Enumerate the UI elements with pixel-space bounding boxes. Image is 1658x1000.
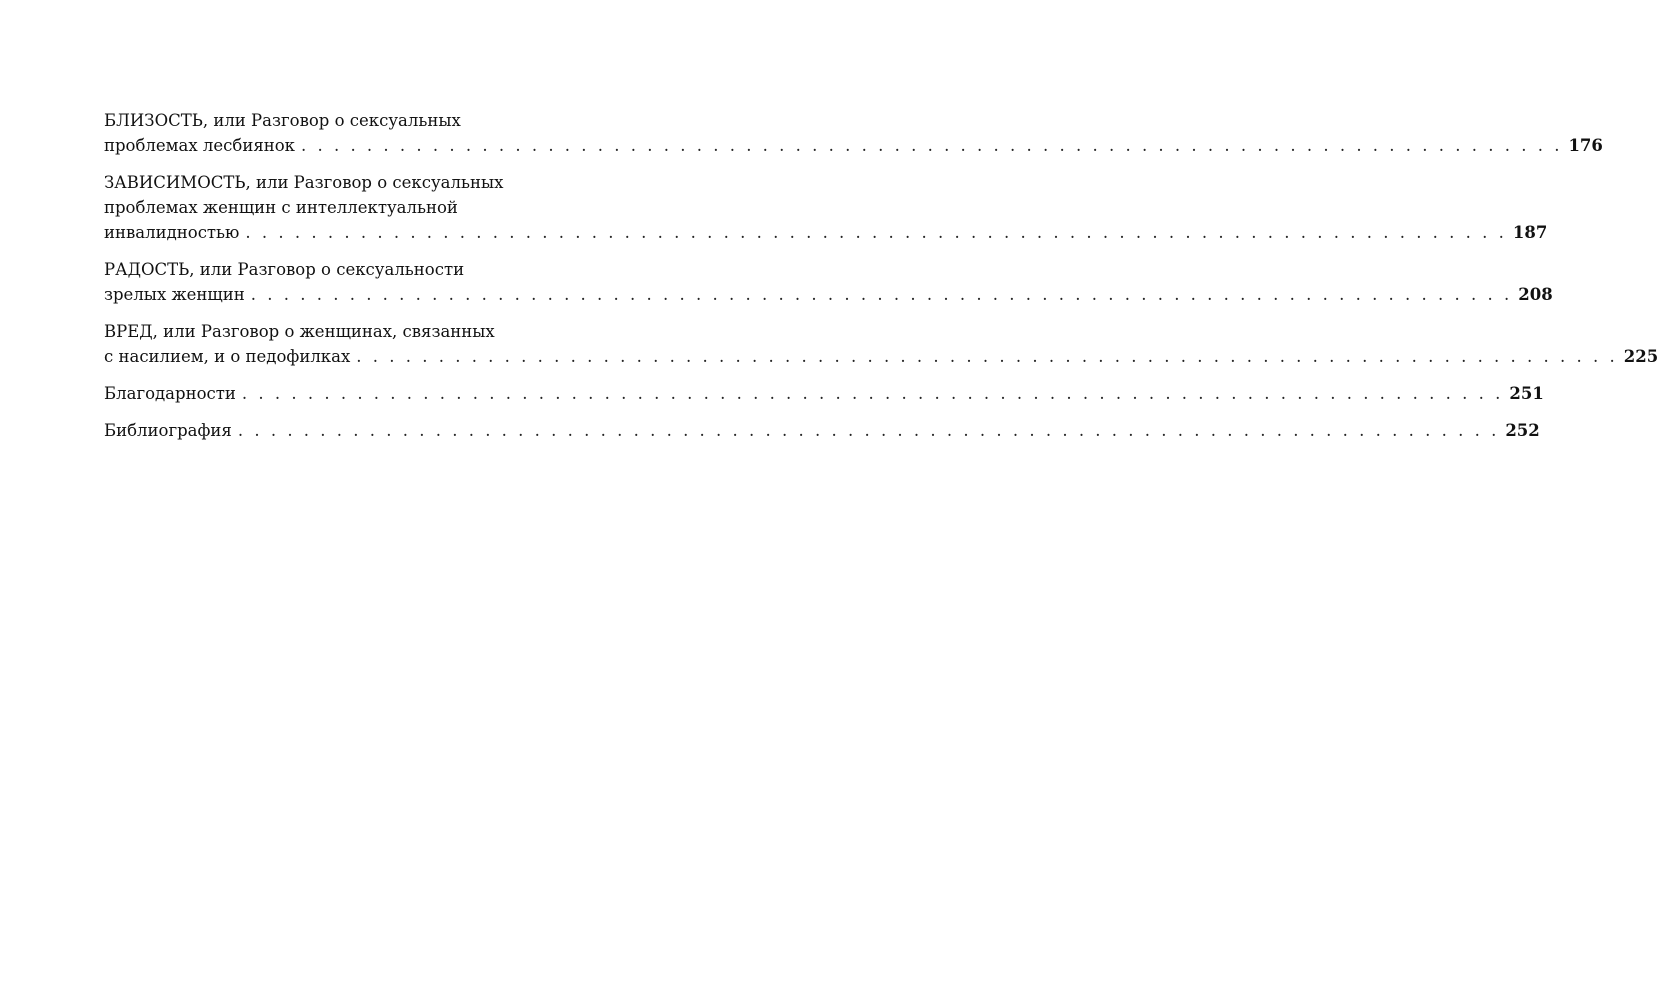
toc-page-number: 187 bbox=[1512, 223, 1548, 242]
toc-entry-last-line bbox=[104, 344, 1658, 369]
toc-entry-title-line: проблемах лесбиянок bbox=[104, 136, 295, 155]
toc-entry-harm[interactable] bbox=[104, 319, 1658, 369]
toc-entry-last-line bbox=[104, 133, 1603, 158]
toc-entry-title-line: Библиография bbox=[104, 421, 232, 440]
toc-entry-intimacy[interactable] bbox=[104, 108, 1603, 158]
dot-leader: . . . . . . . . . . . . . . . . . . . . . . . . . . . . . . . . . . . . . . . . . . . . . . . . . . . . . . . . . . . . . . . . . . . . . . . . . . . . . bbox=[300, 136, 1563, 155]
toc-entry-bibliography[interactable] bbox=[104, 418, 1540, 443]
toc-page-number: 225 bbox=[1623, 347, 1658, 366]
toc-entry-title-line: с насилием, и о педофилках bbox=[104, 347, 351, 366]
table-of-contents bbox=[104, 108, 1658, 455]
toc-entry-title-line: зрелых женщин bbox=[104, 285, 245, 304]
dot-leader: . . . . . . . . . . . . . . . . . . . . . . . . . . . . . . . . . . . . . . . . . . . . . . . . . . . . . . . . . . . . . . . . . . . . . . . . . . . . . bbox=[237, 421, 1500, 440]
toc-entry-joy[interactable] bbox=[104, 257, 1553, 307]
dot-leader: . . . . . . . . . . . . . . . . . . . . . . . . . . . . . . . . . . . . . . . . . . . . . . . . . . . . . . . . . . . . . . . . . . . . . . . . . . . . . bbox=[241, 384, 1504, 403]
toc-page-number: 208 bbox=[1518, 285, 1553, 304]
toc-entry-last-line bbox=[104, 418, 1540, 443]
dot-leader: . . . . . . . . . . . . . . . . . . . . . . . . . . . . . . . . . . . . . . . . . . . . . . . . . . . . . . . . . . . . . . . . . . . . . . . . . . . . . bbox=[250, 285, 1513, 304]
toc-entry-last-line bbox=[104, 381, 1544, 406]
toc-entry-dependence[interactable] bbox=[104, 170, 1548, 245]
toc-entry-title-line: инвалидностью bbox=[104, 223, 240, 242]
toc-entry-last-line bbox=[104, 282, 1553, 307]
toc-entry-title-line: БЛИЗОСТЬ, или Разговор о сексуальных bbox=[104, 111, 461, 130]
toc-page-number: 176 bbox=[1568, 136, 1603, 155]
toc-page-number: 251 bbox=[1509, 384, 1544, 403]
toc-entry-title-line: проблемах женщин с интеллектуальной bbox=[104, 198, 458, 217]
dot-leader: . . . . . . . . . . . . . . . . . . . . . . . . . . . . . . . . . . . . . . . . . . . . . . . . . . . . . . . . . . . . . . . . . . . . . . . . . . . . . bbox=[356, 347, 1618, 366]
dot-leader: . . . . . . . . . . . . . . . . . . . . . . . . . . . . . . . . . . . . . . . . . . . . . . . . . . . . . . . . . . . . . . . . . . . . . . . . . . . . . bbox=[245, 223, 1507, 242]
toc-entry-title-line: ВРЕД, или Разговор о женщинах, связанных bbox=[104, 322, 495, 341]
toc-entry-title-line: Благодарности bbox=[104, 384, 236, 403]
toc-entry-title-line: ЗАВИСИМОСТЬ, или Разговор о сексуальных bbox=[104, 173, 504, 192]
toc-entry-title-line: РАДОСТЬ, или Разговор о сексуальности bbox=[104, 260, 465, 279]
toc-page-number: 252 bbox=[1505, 421, 1540, 440]
toc-entry-acknowledgements[interactable] bbox=[104, 381, 1544, 406]
toc-entry-last-line bbox=[104, 220, 1548, 245]
